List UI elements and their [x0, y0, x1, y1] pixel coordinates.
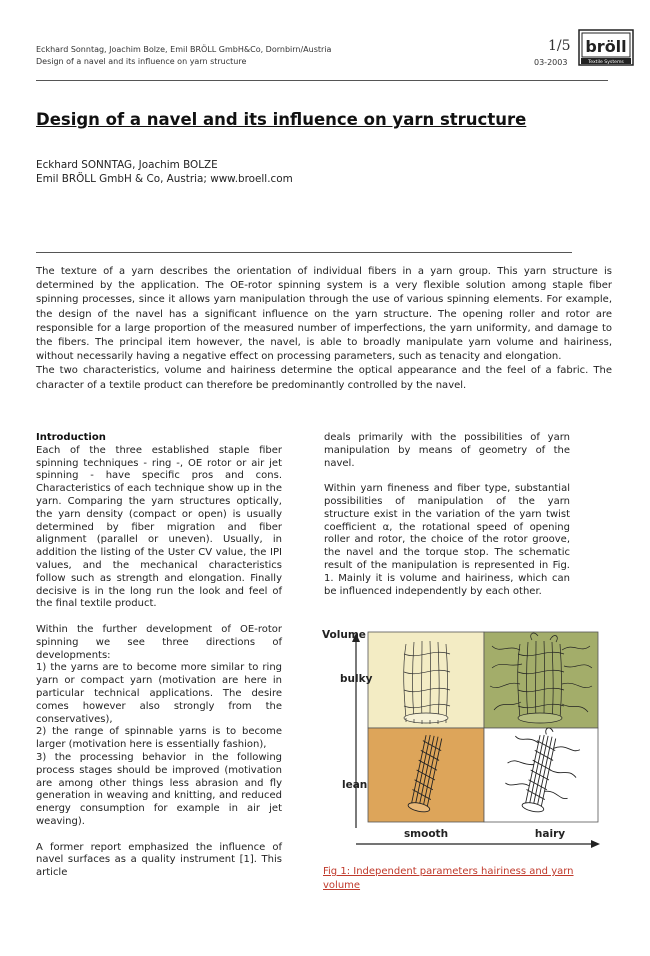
- broell-logo: [578, 29, 634, 66]
- abstract-rule: [36, 252, 572, 253]
- abstract-paragraph: The texture of a yarn describes the orientation of individual fibers in a yarn group. This yarn structure is determined by the application. The OE-rotor spinning system is a very flexible solution among staple fiber spinning processes, since it allows yarn manipulation through the use of various spinning elements. For example, the design of the navel has a significant influence on the yarn structure. The opening roller and rotor are responsible for a large proportion of the measured number of imperfections, the yarn uniformity, and damage to the fibers. The principal item however, the navel, is able to broadly manipulate yarn volume and hairiness, without necessarily having a negative effect on processing parameters, such as tenacity and elongation.: [36, 266, 612, 363]
- list-item: 3) the processing behavior in the following process stages should be improved (motivation are among other things less abrasion and fly generation in weaving and knitting, and reduced energy consumption for example in air jet weaving).: [36, 751, 282, 827]
- body-paragraph: Each of the three established staple fiber spinning techniques - ring -, OE rotor or air jet spinning - have specific pros and cons. Characteristics of each technique show up in the yarn. Comparing the yarn structures optically, the yarn density (compact or open) is usually determined by fiber migration and fiber alignment (parallel or uneven). Usually, in addition the listing of the Uster CV value, the IPI values, and the mechanical characteristics follow such as strength and elongation. Finally decisive is in the long run the look and feel of the final textile product.: [36, 444, 282, 610]
- section-heading: Introduction: [36, 432, 106, 443]
- list-item: 1) the yarns are to become more similar to ring yarn or compact yarn (motivation are here in particular technical applications. The desire comes however also strongly from the conservatives),: [36, 662, 282, 725]
- author-affiliation: Emil BRÖLL GmbH & Co, Austria; www.broell.com: [36, 173, 293, 185]
- figure-yarn-matrix: [320, 624, 610, 854]
- header-authors: Eckhard Sonntag, Joachim Bolze, Emil BRÖLL GmbH&Co, Dornbirn/Austria: [36, 45, 332, 54]
- header-rule: [36, 80, 608, 81]
- header-date: 03-2003: [534, 58, 568, 67]
- col-label-smooth: smooth: [403, 828, 449, 840]
- row-label-lean: lean: [342, 779, 368, 791]
- list-intro: Within the further development of OE-rotor spinning we see three directions of developments:: [36, 623, 282, 661]
- author-block: [36, 158, 293, 186]
- body-paragraph: deals primarily with the possibilities of yarn manipulation by means of geometry of the navel.: [324, 432, 570, 469]
- logo-text: bröll: [585, 37, 627, 56]
- header-title: Design of a navel and its influence on yarn structure: [36, 57, 247, 66]
- author-names: Eckhard SONNTAG, Joachim BOLZE: [36, 159, 218, 171]
- running-header: [36, 44, 331, 68]
- figure-caption: Fig 1: Independent parameters hairiness and yarn volume: [323, 866, 574, 891]
- list-item: 2) the range of spinnable yarns is to become larger (motivation here is essentially fashion),: [36, 726, 282, 751]
- body-paragraph: Within yarn fineness and fiber type, substantial possibilities of manipulation of the yarn structure exist in the variation of the yarn twist coefficient α, the rotational speed of opening roller and rotor, the choice of the rotor groove, the navel and the torque stop. The schematic result of the manipulation is represented in Fig. 1. Mainly it is volume and hairiness, which can be influenced independently by each other.: [324, 483, 570, 597]
- paper-title: Design of a navel and its influence on yarn structure: [36, 110, 527, 129]
- body-paragraph: A former report emphasized the influence of navel surfaces as a quality instrument [1]. This article: [36, 841, 282, 879]
- right-column: [324, 432, 570, 611]
- page-number: 1/5: [548, 38, 571, 54]
- row-label-bulky: bulky: [340, 673, 373, 685]
- col-label-hairy: hairy: [534, 828, 566, 840]
- x-axis-arrow: [591, 840, 600, 848]
- y-axis-label: Volume: [322, 629, 366, 641]
- abstract: [36, 265, 612, 393]
- abstract-paragraph: The two characteristics, volume and hairiness determine the optical appearance and the feel of a fabric. The character of a textile product can therefore be predominantly controlled by the navel.: [36, 365, 612, 391]
- left-column: [36, 432, 282, 893]
- logo-subtext: Textile Systems: [588, 60, 624, 65]
